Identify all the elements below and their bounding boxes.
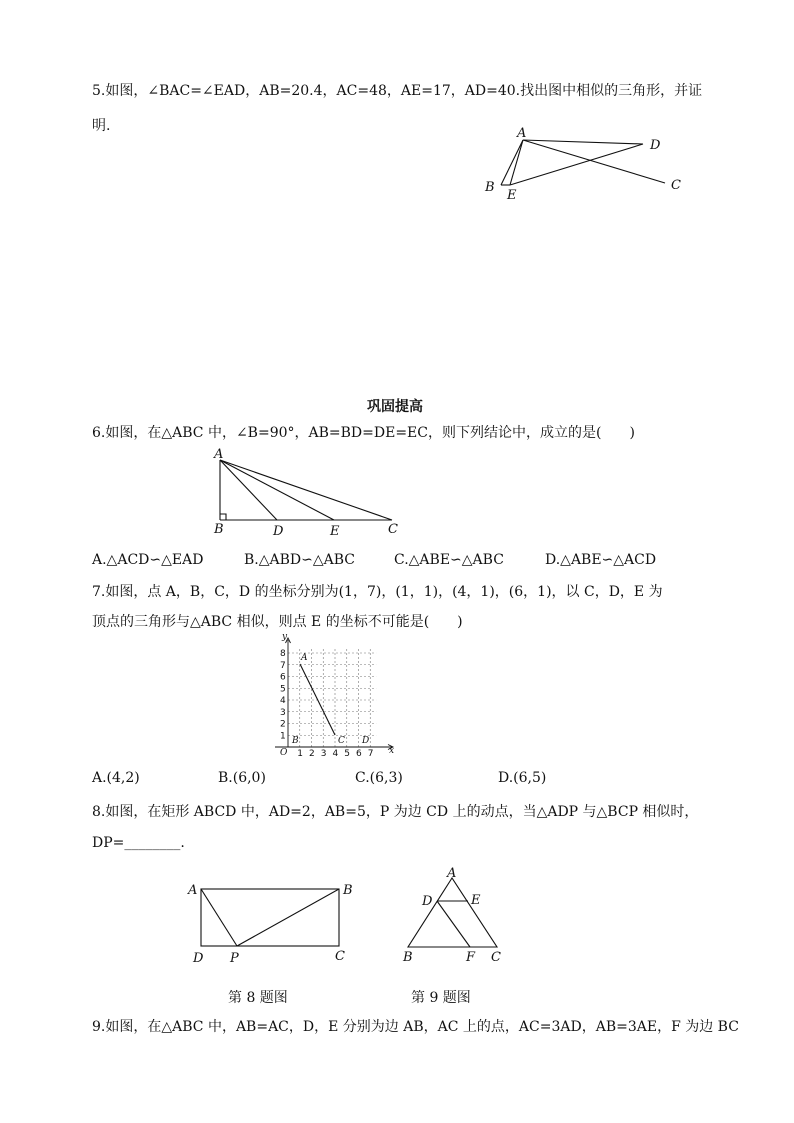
q7-y-axis-label: y — [282, 632, 288, 642]
q7-label-a: A — [301, 653, 308, 663]
q8-label-p: P — [230, 951, 239, 966]
q9-figure-caption: 第 9 题图 — [411, 990, 471, 1006]
q5-label-b: B — [485, 180, 495, 195]
q6-label-e: E — [330, 524, 340, 539]
q5-label-e: E — [507, 188, 517, 203]
q7-text-line1: 7.如图，点 A，B，C，D 的坐标分别为(1，7)，(1，1)，(4，1)，(6，1)，以 C，D，E 为 — [92, 584, 663, 600]
q7-x-tick-label: 5 — [344, 749, 350, 759]
q6-option-a: A.△ACD∽△EAD — [92, 552, 204, 568]
q6-option-c: C.△ABE∽△ABC — [394, 552, 504, 568]
q7-y-tick-label: 8 — [280, 649, 286, 659]
q7-text-line2: 顶点的三角形与△ABC 相似，则点 E 的坐标不可能是( ) — [92, 614, 463, 630]
q7-option-c: C.(6,3) — [355, 770, 403, 786]
q7-y-tick-label: 5 — [280, 684, 286, 695]
q8-text-line1: 8.如图，在矩形 ABCD 中，AD=2，AB=5，P 为边 CD 上的动点，当△ADP 与△BCP 相似时， — [92, 804, 699, 820]
q7-x-tick-label: 3 — [320, 749, 327, 759]
q6-label-d: D — [273, 524, 284, 539]
q8-label-b: B — [343, 883, 353, 898]
q9-label-a: A — [447, 866, 457, 881]
q7-x-tick-label: 1 — [297, 749, 303, 759]
section-title: 巩固提高 — [367, 399, 423, 415]
q6-option-b: B.△ABD∽△ABC — [244, 552, 355, 568]
q5-label-d: D — [650, 138, 661, 153]
q7-option-d: D.(6,5) — [498, 770, 547, 786]
q7-origin-label: O — [280, 748, 288, 758]
q5-text-line1: 5.如图，∠BAC=∠EAD，AB=20.4，AC=48，AE=17，AD=40.找出图中相似的三角形，并证 — [92, 83, 703, 99]
q7-label-d: D — [362, 736, 370, 746]
q7-x-tick-label: 6 — [356, 749, 362, 759]
q5-label-a: A — [517, 126, 527, 141]
q7-y-tick-label: 1 — [280, 731, 286, 742]
q7-y-tick-label: 4 — [280, 696, 286, 706]
q8-label-a: A — [188, 883, 198, 898]
q6-option-d: D.△ABE∽△ACD — [545, 552, 657, 568]
q7-option-b: B.(6,0) — [218, 770, 266, 786]
q8-figure-caption: 第 8 题图 — [228, 990, 288, 1006]
q7-label-c: C — [338, 736, 345, 746]
q9-label-c: C — [491, 950, 501, 965]
q7-label-b: B — [292, 736, 299, 746]
q7-y-tick-label: 7 — [280, 660, 286, 671]
q9-text-line1: 9.如图，在△ABC 中，AB=AC，D，E 分别为边 AB，AC 上的点，AC=3AD，AB=3AE，F 为边 BC — [92, 1019, 739, 1035]
q7-y-tick-label: 3 — [280, 707, 286, 718]
q6-label-b: B — [214, 522, 224, 537]
q9-label-f: F — [466, 950, 476, 965]
q5-text-line2: 明. — [92, 118, 111, 134]
q9-label-d: D — [422, 894, 433, 909]
q9-label-e: E — [471, 893, 481, 908]
q8-label-c: C — [335, 949, 345, 964]
q8-label-d: D — [193, 951, 204, 966]
q6-label-a: A — [214, 447, 224, 462]
q8-text-line2: DP=________. — [92, 835, 185, 851]
q7-y-tick-label: 6 — [280, 672, 286, 683]
q6-label-c: C — [388, 522, 398, 537]
q9-label-b: B — [403, 950, 413, 965]
q7-x-axis-label: x — [389, 746, 395, 756]
q7-option-a: A.(4,2) — [92, 770, 140, 786]
q7-x-tick-label: 7 — [367, 749, 374, 759]
q6-text: 6.如图，在△ABC 中，∠B=90°，AB=BD=DE=EC，则下列结论中，成立的是( ) — [92, 425, 635, 441]
q7-y-tick-label: 2 — [280, 719, 286, 730]
q7-x-tick-label: 2 — [309, 749, 315, 759]
q7-x-tick-label: 4 — [332, 749, 339, 759]
q5-label-c: C — [671, 178, 681, 193]
